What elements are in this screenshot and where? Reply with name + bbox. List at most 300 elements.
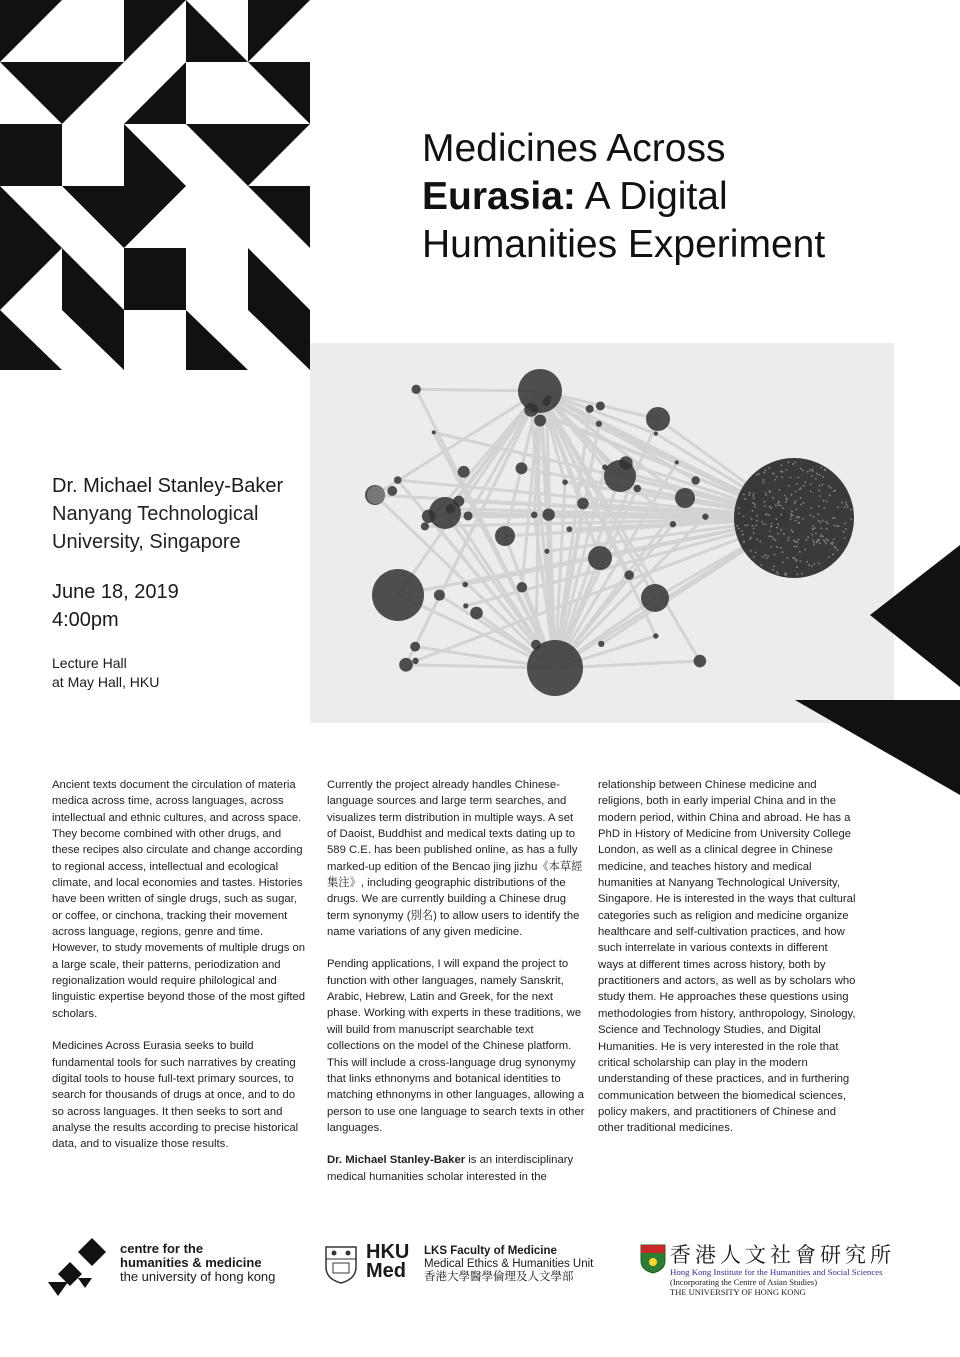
network-node [470,607,483,620]
network-node-texture [761,521,763,523]
network-node-texture [833,524,835,526]
network-node-texture [791,494,793,496]
network-node-texture [823,507,825,509]
network-node-texture [827,540,829,542]
network-node-texture [786,499,788,501]
network-edges [375,389,794,668]
network-node-texture [794,461,796,463]
network-node-texture [826,500,828,502]
network-node [544,549,549,554]
network-node-texture [755,552,757,554]
network-node-texture [762,482,764,484]
network-node-texture [758,473,760,475]
network-node-texture [751,525,753,527]
network-node-texture [756,520,758,522]
network-node [464,511,473,520]
title-line-1: Medicines Across [422,127,726,170]
network-node-texture [825,521,827,523]
network-node-texture [845,502,847,504]
network-node-texture [821,484,823,486]
network-node-texture [824,469,826,471]
network-node-texture [816,541,818,543]
network-node-texture [818,539,820,541]
network-node-texture [810,491,812,493]
network-node [562,479,568,485]
network-node-texture [813,516,815,518]
col2-paragraph-2: Pending applications, I will expand the project to function with other languages, namely Sanskrit, Arabic, Hebrew, Latin and Greek, for the next phase. Working with experts in these traditions, we will build from manuscript searchable text collections on the model of the Chinese platform. This will include a cross-language drug synonymy that links ethnonyms and botanical identities to matching ethnonyms in other languages, allowing a person to use one language to search texts in other languages. [327,958,585,1134]
network-node-texture [812,528,814,530]
network-node [675,488,695,508]
network-node-texture [809,469,811,471]
network-node-texture [819,474,821,476]
triangle-decoration [795,545,960,795]
hkihss-english: Hong Kong Institute for the Humanities and Social Sciences [670,1267,883,1277]
col1-paragraph-1: Ancient texts document the circulation of materia medica across time, across languages, across intellectual and ethnic cultures, and across space. They become combined with other drugs, and these recipes also circulate and change according to regional access, intellectual and ecological climate, and local economies and tastes. Histories have been written of single drugs, such as sugar, or coffee, or cinchona, tracking their movement across language, regions, genre and time. However, to study movements of multiple drugs on a large scale, their patterns, periodization and regionalization would require philological and linguistic expertise beyond those of the most gifted scholars. [52,779,306,1020]
bio-intro: is an interdisciplinary medical humanities scholar interested in the [327,1154,574,1183]
network-node-texture [832,517,834,519]
network-node [518,369,562,413]
network-node-texture [753,532,755,534]
network-node-texture [798,516,800,518]
network-node-texture [775,505,777,507]
network-node [421,522,429,530]
network-node-texture [819,485,821,487]
network-node-texture [772,569,774,571]
network-node-texture [798,522,800,524]
network-node-texture [843,531,845,533]
network-node [432,430,436,434]
col1-paragraph-2: Medicines Across Eurasia seeks to build fundamental tools for such narratives by creating digital tools to house full-text primary sources, to search for thousands of drugs at once, and to do so across languages. It then seeks to sort and analyse the results according to precise historical data, and to visualize those results. [52,1040,299,1151]
network-node-texture [846,504,848,506]
network-node-texture [834,490,836,492]
hkihss-chinese: 香港人文社會研究所 [670,1243,895,1267]
network-node-texture [798,539,800,541]
network-node-texture [768,467,770,469]
network-node [654,431,658,435]
event-time: 4:00pm [52,609,119,631]
network-node-texture [755,525,757,527]
network-node-texture [783,533,785,535]
network-node-texture [818,505,820,507]
network-node-texture [850,518,852,520]
col2-paragraph-3 [327,1152,585,1185]
network-node [641,584,669,612]
event-datetime [52,578,179,634]
network-node-texture [812,469,814,471]
network-node-texture [803,485,805,487]
network-node [410,642,420,652]
network-node-texture [788,537,790,539]
network-node-texture [772,473,774,475]
network-node-texture [753,497,755,499]
network-node-texture [785,501,787,503]
network-node-texture [765,523,767,525]
network-node-texture [770,526,772,528]
network-node-texture [818,489,820,491]
network-node-texture [790,477,792,479]
network-node [624,570,634,580]
network-node-texture [850,509,852,511]
network-node-texture [807,471,809,473]
network-node-texture [738,528,740,530]
network-node [675,460,679,464]
network-node-texture [812,540,814,542]
network-node-texture [751,518,753,520]
network-node-texture [769,490,771,492]
network-node [702,514,708,520]
chm-logo-text [120,1242,275,1284]
network-node [694,655,707,668]
network-node-texture [766,513,768,515]
network-node-texture [795,520,797,522]
hkumed-line-1: HKU [366,1241,410,1263]
network-node-texture [832,542,834,544]
network-node-texture [769,535,771,537]
network-node-texture [770,507,772,509]
network-node-texture [780,529,782,531]
network-node-texture [795,516,797,518]
network-node-texture [805,539,807,541]
network-node-texture [827,522,829,524]
network-node-texture [814,527,816,529]
network-node-texture [780,547,782,549]
chm-line-1: centre for the [120,1241,204,1256]
network-node-texture [817,539,819,541]
chm-line-3: the university of hong kong [120,1269,276,1284]
network-node-texture [836,525,838,527]
network-node-texture [738,512,740,514]
network-node [463,603,468,608]
network-node-texture [766,557,768,559]
network-node-texture [744,525,746,527]
network-node-texture [787,557,789,559]
network-node-texture [752,495,754,497]
event-venue [52,654,159,692]
network-node-texture [777,533,779,535]
network-node-texture [754,503,756,505]
network-node [542,508,554,520]
title-rest-part: A Digital [575,175,728,218]
network-node-texture [847,506,849,508]
body-column-3 [598,777,856,1153]
network-node [434,590,445,601]
network-node [586,405,594,413]
network-node [542,398,550,406]
network-node-texture [812,470,814,472]
network-node [517,582,527,592]
venue-line-2: at May Hall, HKU [52,674,160,690]
network-node-texture [834,517,836,519]
network-node [516,462,528,474]
network-node-texture [800,504,802,506]
network-node-texture [756,515,758,517]
network-node-texture [811,475,813,477]
network-node [577,498,589,510]
network-node-texture [780,505,782,507]
network-node-texture [833,538,835,540]
network-node-texture [787,539,789,541]
network-node-texture [773,566,775,568]
hkihss-university: THE UNIVERSITY OF HONG KONG [670,1287,806,1297]
lks-faculty-text [424,1245,593,1284]
network-node-texture [738,507,740,509]
speaker-name: Dr. Michael Stanley-Baker [52,475,284,497]
network-node-texture [796,541,798,543]
network-node-texture [752,502,754,504]
network-node [524,403,538,417]
network-node-texture [807,536,809,538]
network-node-texture [762,523,764,525]
network-node-texture [749,538,751,540]
network-node-texture [743,541,745,543]
network-node-texture [791,529,793,531]
col2-paragraph-1: Currently the project already handles Chinese-language sources and large term searches, and visualizes term distribution in multiple ways. A set of Daoist, Buddhist and medical texts dating up to 589 C.E. has been published online, as has a fully marked-up edition of the Bencao jing jizhu《本草經集注》, including geographic distributions of the drugs. We are currently building a Chinese drug term synonymy (別名) to allow users to identify the name variations of any given medicine. [327,779,583,939]
network-node-texture [762,479,764,481]
hkihss-logo-text [670,1243,895,1297]
network-node [646,407,670,431]
network-node-texture [824,541,826,543]
network-node-texture [821,527,823,529]
network-node-texture [790,515,792,517]
network-node-texture [760,564,762,566]
network-node [399,658,413,672]
network-node-texture [803,502,805,504]
network-node-texture [826,538,828,540]
network-node-texture [769,530,771,532]
network-node-texture [804,481,806,483]
network-node-texture [763,472,765,474]
network-node-texture [795,500,797,502]
body-column-1 [52,777,310,1169]
network-node-texture [741,530,743,532]
network-node-texture [748,494,750,496]
network-node [495,526,515,546]
network-node-texture [792,463,794,465]
hkihss-incorporating: (Incorporating the Centre of Asian Studies) [670,1277,818,1287]
network-node-texture [774,554,776,556]
network-node-texture [753,556,755,558]
network-node-texture [744,498,746,500]
network-node-texture [756,538,758,540]
network-node [458,466,470,478]
network-node-texture [765,494,767,496]
network-node-texture [777,523,779,525]
network-node [453,496,464,507]
network-node-texture [754,506,756,508]
network-node-texture [823,539,825,541]
network-node [367,486,385,504]
network-node-texture [828,485,830,487]
network-node [596,421,602,427]
network-node-texture [845,528,847,530]
col3-paragraph-1: relationship between Chinese medicine and religions, both in early imperial China and in the modern period, within China and abroad. He has a PhD in History of Medicine from University College London, as well as a clinical degree in Chinese medicine, and teaches history and medical humanities at Nanyang Technological University, Singapore. He is interested in the ways that cultural categories such as religion and medicine organize healthcare and self-cultivation practices, and how such interrelate in various contexts in different ways at different times across history, both by practitioners and actors, as well as by scholars who study them. He approaches these questions using methodologies from history, anthropology, Sinology, Science and Technology Studies, and Digital Humanities. He is very interested in the role that critical scholarship can play in the modern understanding of these practices, and in furthering communication between the biomedical sciences, policy makers, and practitioners of Chinese and other traditional medicines. [598,779,856,1135]
bio-name: Dr. Michael Stanley-Baker [327,1154,466,1167]
network-node-texture [762,556,764,558]
network-node-texture [810,507,812,509]
network-node [531,640,541,650]
network-node-texture [782,507,784,509]
network-node [596,401,605,410]
speaker-affiliation-2: University, Singapore [52,531,241,553]
chm-line-2: humanities & medicine [120,1255,262,1270]
network-node-texture [778,501,780,503]
title-line-2 [422,173,922,221]
network-node-texture [781,476,783,478]
network-node-texture [786,469,788,471]
network-node-texture [784,495,786,497]
network-node-texture [815,478,817,480]
network-node-texture [797,477,799,479]
network-node-texture [837,506,839,508]
network-node [588,546,612,570]
network-node-texture [776,527,778,529]
network-node-texture [791,510,793,512]
network-node-texture [771,522,773,524]
lks-line-2: Medical Ethics & Humanities Unit [424,1258,594,1270]
network-node [412,658,418,664]
network-node-texture [767,555,769,557]
network-node-texture [750,550,752,552]
network-node [670,521,676,527]
network-node-texture [830,487,832,489]
network-node-texture [813,541,815,543]
network-node [691,476,699,484]
network-node-texture [768,514,770,516]
network-node-texture [782,551,784,553]
network-node-texture [822,476,824,478]
network-node-texture [772,497,774,499]
network-node-texture [777,502,779,504]
hkumed-logo [366,1243,409,1281]
network-node-texture [774,479,776,481]
network-node-texture [841,502,843,504]
network-node-texture [815,532,817,534]
network-node [446,504,456,514]
network-node-texture [743,515,745,517]
network-node-texture [787,461,789,463]
network-node-texture [812,525,814,527]
network-node-texture [819,522,821,524]
network-node-texture [781,471,783,473]
network-node-texture [844,537,846,539]
network-node-texture [800,487,802,489]
network-node-texture [770,546,772,548]
network-node-texture [790,518,792,520]
network-node-texture [838,525,840,527]
network-node-texture [756,474,758,476]
network-node-texture [742,534,744,536]
network-node-texture [820,466,822,468]
network-node [653,633,658,638]
network-node-texture [743,493,745,495]
network-node-texture [782,561,784,563]
network-node-texture [753,493,755,495]
network-node-texture [795,508,797,510]
network-node [534,415,546,427]
network-node-texture [764,469,766,471]
network-node-texture [800,497,802,499]
network-node-texture [781,464,783,466]
network-node [387,486,397,496]
network-node-texture [795,491,797,493]
network-node-texture [771,536,773,538]
network-node-texture [823,500,825,502]
chm-logo-icon [48,1238,118,1300]
network-node-texture [818,520,820,522]
geometric-pattern [0,0,310,370]
network-node-texture [759,540,761,542]
body-column-2 [327,777,585,1201]
network-node-texture [769,506,771,508]
network-node-texture [752,510,754,512]
network-node-texture [792,531,794,533]
network-node [634,485,642,493]
network-node-texture [780,471,782,473]
network-node-texture [802,518,804,520]
network-node-texture [796,483,798,485]
network-node-texture [844,522,846,524]
speaker-block [52,472,312,556]
network-node-texture [765,492,767,494]
network-node-texture [775,539,777,541]
network-node-texture [773,538,775,540]
network-node-texture [763,501,765,503]
network-node-texture [776,571,778,573]
network-node-texture [764,505,766,507]
network-node [531,511,538,518]
page-title [422,125,922,269]
network-node-texture [816,473,818,475]
network-node-texture [844,506,846,508]
network-node-texture [749,492,751,494]
network-node-texture [810,483,812,485]
network-node-texture [802,470,804,472]
network-node [394,476,402,484]
network-node-texture [810,514,812,516]
network-node-texture [819,495,821,497]
venue-line-1: Lecture Hall [52,655,127,671]
network-node-texture [817,513,819,515]
network-node [422,509,436,523]
network-node-texture [775,518,777,520]
speaker-affiliation-1: Nanyang Technological [52,503,259,525]
event-date: June 18, 2019 [52,581,179,603]
network-node-texture [764,554,766,556]
network-node [411,385,420,394]
hkumed-line-2: Med [366,1260,406,1282]
title-line-3: Humanities Experiment [422,223,826,266]
network-node-texture [777,573,779,575]
network-node-texture [785,574,787,576]
hku-crest-icon [324,1245,358,1285]
network-node-texture [793,539,795,541]
lks-line-3: 香港大學醫學倫理及人文學部 [424,1271,574,1283]
network-node [566,526,572,532]
network-node-texture [747,524,749,526]
network-node-texture [811,534,813,536]
network-node-texture [829,494,831,496]
network-node-texture [790,513,792,515]
network-node [462,582,468,588]
network-node-texture [753,527,755,529]
network-node-texture [820,536,822,538]
network-node-texture [826,528,828,530]
network-node-texture [788,485,790,487]
hkihss-crest-icon [640,1244,666,1274]
network-node-texture [800,468,802,470]
title-bold-part: Eurasia: [422,175,576,218]
network-node [619,456,633,470]
